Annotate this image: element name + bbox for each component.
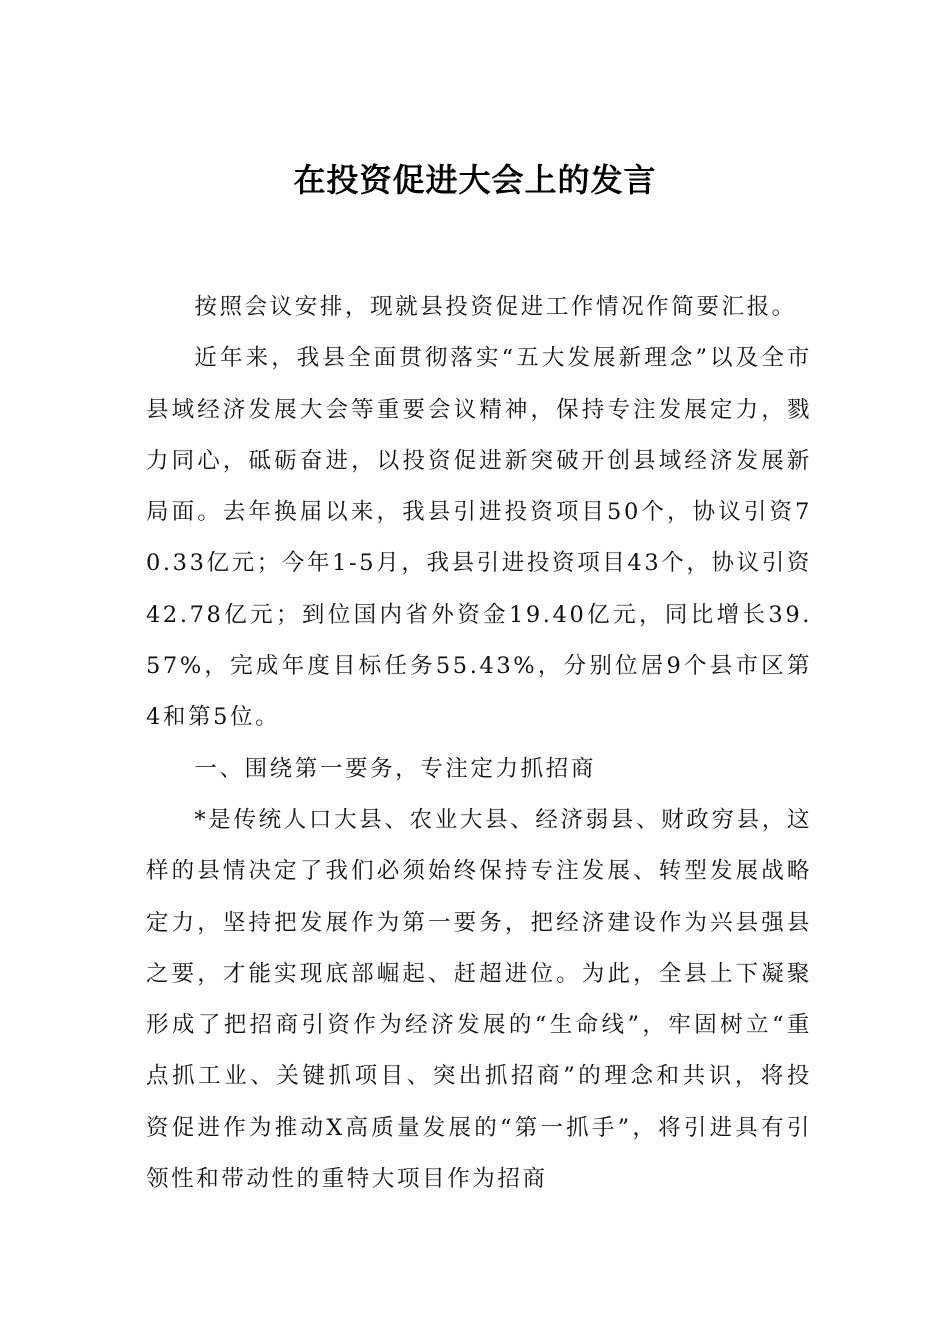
document-title: 在投资促进大会上的发言 (293, 161, 657, 199)
paragraph-intro: 按照会议安排，现就县投资促进工作情况作简要汇报。 (194, 294, 797, 320)
paragraph-overview: 近年来，我县全面贯彻落实“五大发展新理念”以及全市县域经济发展大会等重要会议精神，保持专注发展定力，戮力同心，砥砺奋进，以投资促进新突破开创县域经济发展新局面。去年换届以来，我县引进投资项目50个，协议引资70.33亿元；今年1-5月，我县引进投资项目43个，协议引资42.78亿元；到位国内省外资金19.40亿元，同比增长39.57%，完成年度目标任务55.43%，分别位居9个县市区第4和第5位。 (146, 345, 812, 731)
document-body (146, 282, 812, 1205)
paragraph-section-1: *是传统人口大县、农业大县、经济弱县、财政穷县，这样的县情决定了我们必须始终保持专注发展、转型发展战略定力，坚持把发展作为第一要务，把经济建设作为兴县强县之要，才能实现底部崛起、赶超进位。为此，全县上下凝聚形成了把招商引资作为经济发展的“生命线”，牢固树立“重点抓工业、关键抓项目、突出抓招商”的理念和共识，将投资促进作为推动X高质量发展的“第一抓手”，将引进具有引领性和带动性的重特大项目作为招商 (146, 806, 812, 1193)
section-heading-1: 一、围绕第一要务，专注定力抓招商 (194, 755, 596, 782)
